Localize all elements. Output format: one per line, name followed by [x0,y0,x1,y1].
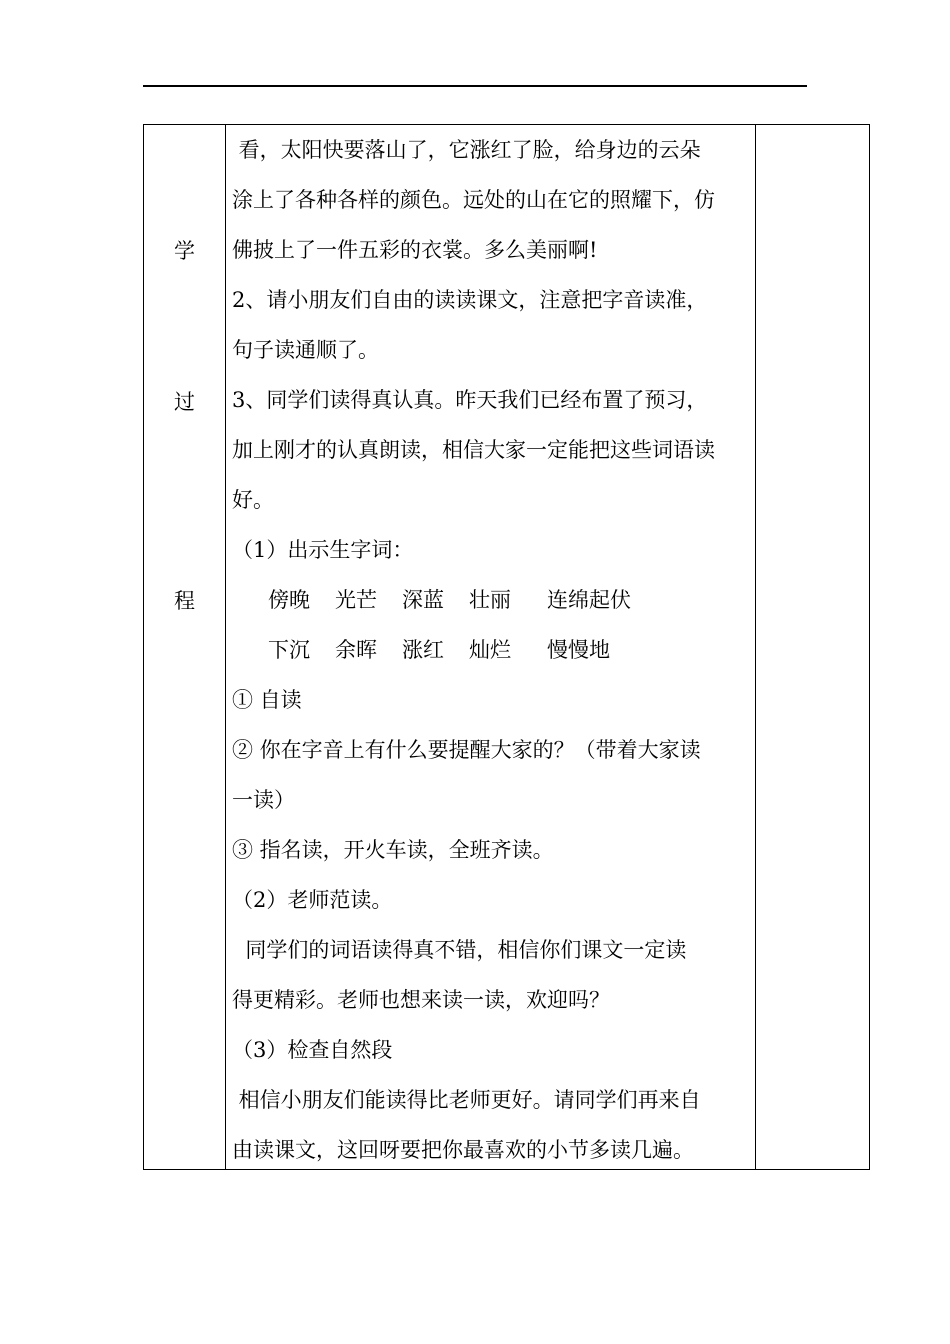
vocab-word: 涨红 [402,638,444,662]
text-line: 加上刚才的认真朗读，相信大家一定能把这些词语读 [232,438,715,462]
text-line: 句子读通顺了。 [232,338,379,362]
text-line: ② 你在字音上有什么要提醒大家的？（带着大家读 [232,738,701,762]
text-line: 相信小朋友们能读得比老师更好。请同学们再来自 [232,1088,701,1112]
lesson-table [143,124,870,1170]
vocab-word: 余晖 [335,638,377,662]
text-line: 好。 [232,488,274,512]
text-line: 3、同学们读得真认真。昨天我们已经布置了预习， [232,388,708,412]
text-line: 看，太阳快要落山了，它涨红了脸，给身边的云朵 [232,138,701,162]
text-line: 佛披上了一件五彩的衣裳。多么美丽啊! [232,238,598,262]
text-line: 得更精彩。老师也想来读一读，欢迎吗？ [232,988,610,1012]
text-line: 2、请小朋友们自由的读读课文，注意把字音读准， [232,288,708,312]
text-line: 同学们的词语读得真不错，相信你们课文一定读 [232,938,687,962]
vocab-word: 连绵起伏 [547,588,631,612]
side-label-char: 程 [174,589,195,613]
side-label-char: 过 [174,390,195,414]
vocab-word: 灿烂 [469,638,511,662]
vocab-word: 下沉 [268,638,310,662]
header-rule [143,85,807,87]
column-divider-left [225,125,226,1169]
side-label-char: 学 [174,239,195,263]
vocab-word: 慢慢地 [547,638,610,662]
text-line: ③ 指名读，开火车读，全班齐读。 [232,838,554,862]
column-divider-right [755,125,756,1169]
text-line: （2）老师范读。 [232,888,393,912]
text-line: ① 自读 [232,688,302,712]
text-line: 一读） [232,788,295,812]
vocab-word: 壮丽 [469,588,511,612]
text-line: （3）检查自然段 [232,1038,393,1062]
text-line: 由读课文，这回呀要把你最喜欢的小节多读几遍。 [232,1138,694,1162]
vocab-word: 光芒 [335,588,377,612]
text-line: 涂上了各种各样的颜色。远处的山在它的照耀下，仿 [232,188,715,212]
text-line: （1）出示生字词： [232,538,414,562]
vocab-word: 深蓝 [402,588,444,612]
vocab-word: 傍晚 [268,588,310,612]
